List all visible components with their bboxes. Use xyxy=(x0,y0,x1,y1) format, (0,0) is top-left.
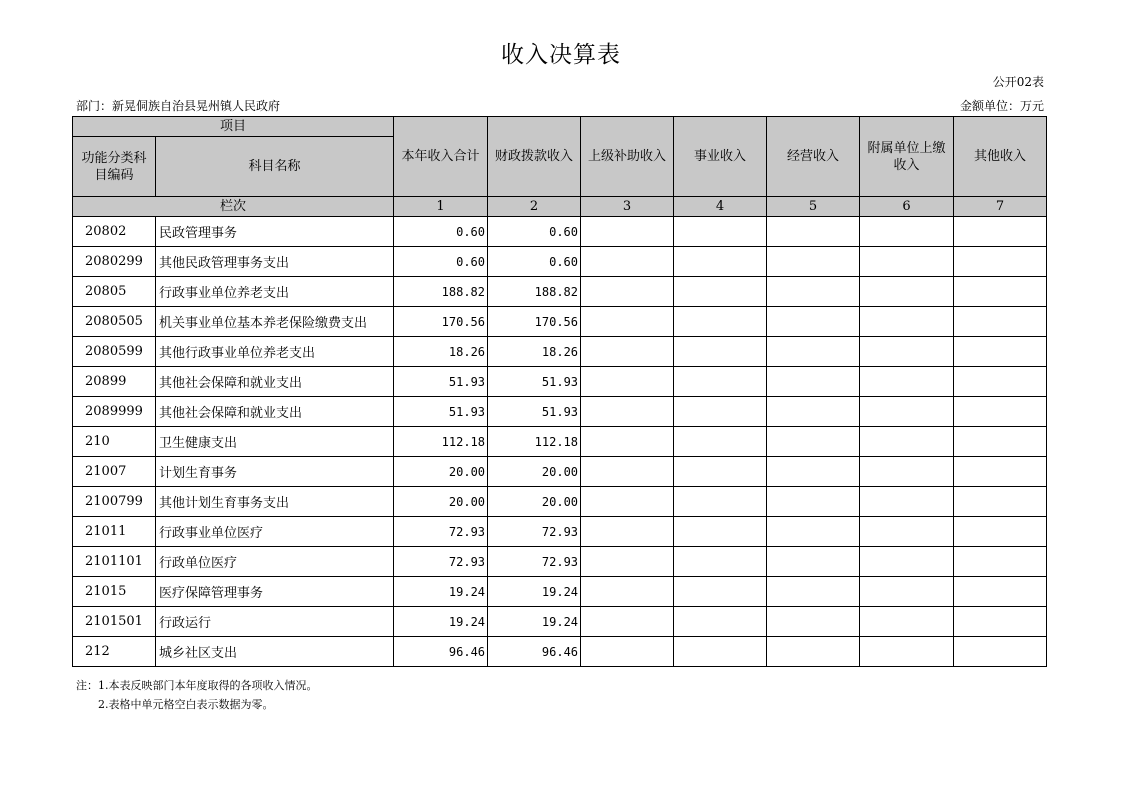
cell-name: 行政运行 xyxy=(156,607,394,637)
cell-code: 2080299 xyxy=(73,247,156,277)
table-row xyxy=(73,457,1047,487)
cell-total: 20.00 xyxy=(394,487,488,517)
cell-total: 19.24 xyxy=(394,607,488,637)
cell-superior xyxy=(581,397,674,427)
cell-other xyxy=(954,217,1047,247)
amount-unit-label: 金额单位：万元 xyxy=(959,99,1044,113)
cell-code: 21011 xyxy=(73,517,156,547)
cell-operating xyxy=(767,337,860,367)
cell-affiliated xyxy=(860,607,954,637)
cell-superior xyxy=(581,547,674,577)
cell-operating xyxy=(767,547,860,577)
cell-code: 212 xyxy=(73,637,156,667)
cell-operating xyxy=(767,487,860,517)
cell-name: 其他民政管理事务支出 xyxy=(156,247,394,277)
cell-other xyxy=(954,517,1047,547)
col-header-affiliated: 附属单位上缴收入 xyxy=(860,117,954,197)
cell-code: 2101101 xyxy=(73,547,156,577)
cell-business xyxy=(674,517,767,547)
cell-operating xyxy=(767,277,860,307)
cell-code: 2080505 xyxy=(73,307,156,337)
cell-fiscal: 19.24 xyxy=(488,577,581,607)
cell-fiscal: 0.60 xyxy=(488,247,581,277)
cell-fiscal: 72.93 xyxy=(488,517,581,547)
cell-superior xyxy=(581,637,674,667)
cell-name: 行政事业单位养老支出 xyxy=(156,277,394,307)
cell-operating xyxy=(767,607,860,637)
table-row xyxy=(73,427,1047,457)
cell-superior xyxy=(581,517,674,547)
cell-superior xyxy=(581,487,674,517)
cell-name: 卫生健康支出 xyxy=(156,427,394,457)
cell-other xyxy=(954,457,1047,487)
cell-affiliated xyxy=(860,367,954,397)
cell-name: 计划生育事务 xyxy=(156,457,394,487)
table-row xyxy=(73,367,1047,397)
cell-fiscal: 170.56 xyxy=(488,307,581,337)
cell-operating xyxy=(767,517,860,547)
cell-superior xyxy=(581,457,674,487)
cell-affiliated xyxy=(860,217,954,247)
cell-business xyxy=(674,637,767,667)
cell-affiliated xyxy=(860,547,954,577)
cell-code: 2100799 xyxy=(73,487,156,517)
item-header: 项目 xyxy=(73,117,394,137)
cell-fiscal: 112.18 xyxy=(488,427,581,457)
table-row xyxy=(73,577,1047,607)
cell-name: 城乡社区支出 xyxy=(156,637,394,667)
cell-superior xyxy=(581,427,674,457)
table-row xyxy=(73,307,1047,337)
cell-operating xyxy=(767,217,860,247)
table-row xyxy=(73,517,1047,547)
cell-name: 行政事业单位医疗 xyxy=(156,517,394,547)
cell-total: 112.18 xyxy=(394,427,488,457)
cell-total: 18.26 xyxy=(394,337,488,367)
table-row xyxy=(73,217,1047,247)
cell-business xyxy=(674,247,767,277)
cell-fiscal: 20.00 xyxy=(488,457,581,487)
cell-other xyxy=(954,247,1047,277)
cell-operating xyxy=(767,367,860,397)
cell-name: 其他社会保障和就业支出 xyxy=(156,367,394,397)
cell-fiscal: 96.46 xyxy=(488,637,581,667)
table-row xyxy=(73,607,1047,637)
cell-operating xyxy=(767,247,860,277)
cell-code: 2089999 xyxy=(73,397,156,427)
cell-other xyxy=(954,637,1047,667)
note-2: 2.表格中单元格空白表示数据为零。 xyxy=(98,698,274,711)
cell-fiscal: 0.60 xyxy=(488,217,581,247)
col-index-5: 5 xyxy=(767,197,860,217)
cell-superior xyxy=(581,217,674,247)
col-index-7: 7 xyxy=(954,197,1047,217)
cell-code: 210 xyxy=(73,427,156,457)
cell-superior xyxy=(581,277,674,307)
cell-other xyxy=(954,397,1047,427)
cell-business xyxy=(674,547,767,577)
col-index-3: 3 xyxy=(581,197,674,217)
col-index-6: 6 xyxy=(860,197,954,217)
cell-name: 医疗保障管理事务 xyxy=(156,577,394,607)
col-header-business: 事业收入 xyxy=(674,117,767,197)
cell-affiliated xyxy=(860,307,954,337)
cell-business xyxy=(674,607,767,637)
col-header-code: 功能分类科目编码 xyxy=(73,137,156,197)
cell-fiscal: 188.82 xyxy=(488,277,581,307)
col-header-superior: 上级补助收入 xyxy=(581,117,674,197)
col-index-4: 4 xyxy=(674,197,767,217)
cell-affiliated xyxy=(860,397,954,427)
cell-operating xyxy=(767,397,860,427)
cell-name: 行政单位医疗 xyxy=(156,547,394,577)
table-row xyxy=(73,547,1047,577)
cell-affiliated xyxy=(860,577,954,607)
cell-affiliated xyxy=(860,637,954,667)
table-row xyxy=(73,637,1047,667)
cell-operating xyxy=(767,457,860,487)
cell-other xyxy=(954,277,1047,307)
cell-other xyxy=(954,607,1047,637)
col-header-total: 本年收入合计 xyxy=(394,117,488,197)
cell-business xyxy=(674,577,767,607)
cell-code: 21007 xyxy=(73,457,156,487)
col-header-name: 科目名称 xyxy=(156,137,394,197)
cell-total: 51.93 xyxy=(394,367,488,397)
income-table xyxy=(72,116,1047,667)
cell-affiliated xyxy=(860,277,954,307)
cell-business xyxy=(674,487,767,517)
cell-business xyxy=(674,337,767,367)
cell-fiscal: 20.00 xyxy=(488,487,581,517)
cell-business xyxy=(674,277,767,307)
table-row xyxy=(73,337,1047,367)
cell-superior xyxy=(581,577,674,607)
cell-superior xyxy=(581,607,674,637)
col-index-1: 1 xyxy=(394,197,488,217)
col-header-fiscal: 财政拨款收入 xyxy=(488,117,581,197)
col-index-2: 2 xyxy=(488,197,581,217)
department-label: 部门：新晃侗族自治县晃州镇人民政府 xyxy=(76,99,281,113)
cell-total: 0.60 xyxy=(394,247,488,277)
cell-other xyxy=(954,547,1047,577)
cell-other xyxy=(954,577,1047,607)
cell-total: 19.24 xyxy=(394,577,488,607)
cell-operating xyxy=(767,637,860,667)
cell-code: 21015 xyxy=(73,577,156,607)
col-header-operating: 经营收入 xyxy=(767,117,860,197)
cell-affiliated xyxy=(860,427,954,457)
cell-code: 20802 xyxy=(73,217,156,247)
cell-code: 20899 xyxy=(73,367,156,397)
table-row xyxy=(73,487,1047,517)
cell-total: 188.82 xyxy=(394,277,488,307)
cell-affiliated xyxy=(860,487,954,517)
cell-code: 2101501 xyxy=(73,607,156,637)
cell-total: 72.93 xyxy=(394,547,488,577)
cell-affiliated xyxy=(860,457,954,487)
cell-other xyxy=(954,367,1047,397)
table-row xyxy=(73,397,1047,427)
cell-affiliated xyxy=(860,247,954,277)
col-index-label: 栏次 xyxy=(73,197,394,217)
cell-affiliated xyxy=(860,337,954,367)
cell-name: 民政管理事务 xyxy=(156,217,394,247)
note-1: 注：1.本表反映部门本年度取得的各项收入情况。 xyxy=(76,679,318,692)
cell-total: 20.00 xyxy=(394,457,488,487)
cell-total: 96.46 xyxy=(394,637,488,667)
cell-superior xyxy=(581,367,674,397)
cell-business xyxy=(674,427,767,457)
cell-business xyxy=(674,307,767,337)
cell-fiscal: 51.93 xyxy=(488,397,581,427)
form-number: 公开02表 xyxy=(992,75,1044,89)
cell-other xyxy=(954,487,1047,517)
cell-superior xyxy=(581,307,674,337)
cell-business xyxy=(674,457,767,487)
page-title: 收入决算表 xyxy=(501,42,621,68)
cell-superior xyxy=(581,337,674,367)
cell-other xyxy=(954,337,1047,367)
cell-fiscal: 19.24 xyxy=(488,607,581,637)
cell-total: 51.93 xyxy=(394,397,488,427)
cell-name: 其他计划生育事务支出 xyxy=(156,487,394,517)
cell-operating xyxy=(767,577,860,607)
col-header-other: 其他收入 xyxy=(954,117,1047,197)
cell-total: 72.93 xyxy=(394,517,488,547)
cell-name: 机关事业单位基本养老保险缴费支出 xyxy=(156,307,394,337)
cell-superior xyxy=(581,247,674,277)
cell-code: 20805 xyxy=(73,277,156,307)
cell-name: 其他社会保障和就业支出 xyxy=(156,397,394,427)
cell-operating xyxy=(767,307,860,337)
cell-operating xyxy=(767,427,860,457)
cell-business xyxy=(674,217,767,247)
cell-other xyxy=(954,307,1047,337)
cell-total: 0.60 xyxy=(394,217,488,247)
table-row xyxy=(73,277,1047,307)
cell-business xyxy=(674,397,767,427)
cell-fiscal: 72.93 xyxy=(488,547,581,577)
table-row xyxy=(73,247,1047,277)
cell-name: 其他行政事业单位养老支出 xyxy=(156,337,394,367)
cell-code: 2080599 xyxy=(73,337,156,367)
cell-other xyxy=(954,427,1047,457)
cell-total: 170.56 xyxy=(394,307,488,337)
cell-affiliated xyxy=(860,517,954,547)
cell-fiscal: 51.93 xyxy=(488,367,581,397)
cell-business xyxy=(674,367,767,397)
cell-fiscal: 18.26 xyxy=(488,337,581,367)
